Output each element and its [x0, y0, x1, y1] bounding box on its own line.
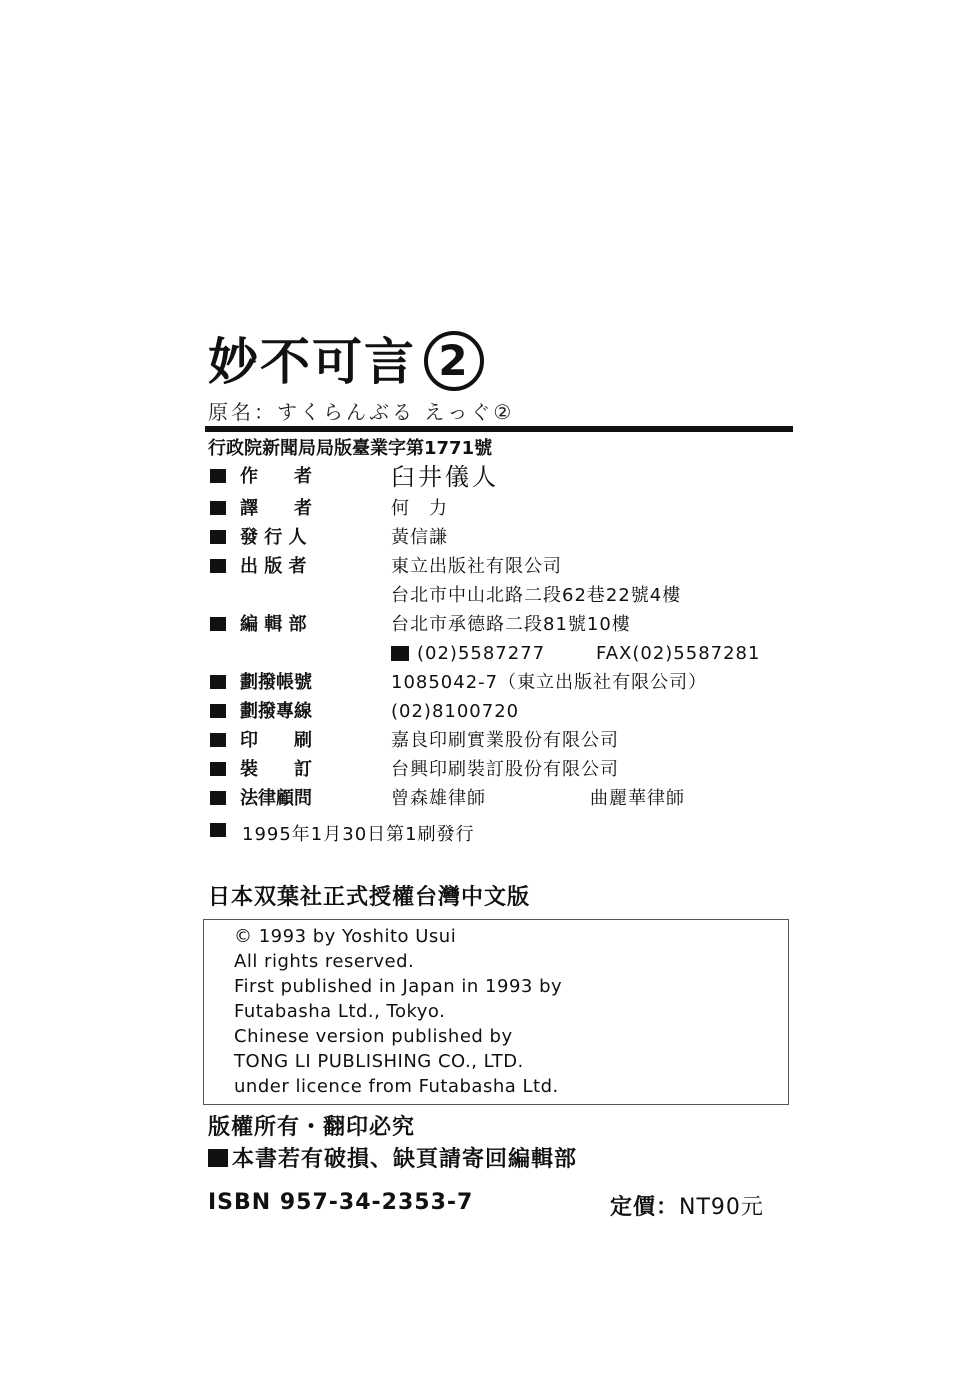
square-bullet-icon: [210, 501, 226, 515]
square-bullet-icon: [210, 469, 226, 483]
credit-label: 編 輯 部: [240, 614, 307, 635]
credit-row-postal-line: [208, 699, 798, 728]
phone-number: [391, 641, 545, 667]
credit-value: 台北市中山北路二段62巷22號4樓: [391, 585, 682, 606]
credit-label: 劃撥專線: [240, 701, 312, 722]
credit-label: 作 者: [240, 466, 312, 487]
credit-value: 臼井儀人: [391, 463, 499, 491]
credit-label: 出 版 者: [240, 556, 307, 577]
credit-label: 裝 訂: [240, 759, 312, 780]
copyright-line: First published in Japan in 1993 by: [234, 976, 563, 997]
authorization-statement: 日本双葉社正式授權台灣中文版: [208, 885, 531, 910]
copyright-line: TONG LI PUBLISHING CO., LTD.: [234, 1051, 524, 1072]
credit-row-publisher: [208, 554, 798, 583]
square-bullet-icon: [210, 823, 226, 837]
copyright-line: © 1993 by Yoshito Usui: [234, 926, 457, 947]
credit-label: 法律顧問: [240, 788, 312, 809]
registration-number: 行政院新聞局局版臺業字第1771號: [208, 438, 493, 459]
price-value: NT90元: [679, 1195, 764, 1220]
square-bullet-icon: [210, 559, 226, 573]
damage-notice-text: 本書若有破損、缺頁請寄回編輯部: [232, 1147, 578, 1172]
edition-date: 1995年1月30日第1刷發行: [242, 824, 475, 845]
copyright-line: under licence from Futabasha Ltd.: [234, 1076, 559, 1097]
price: [610, 1190, 764, 1221]
copyright-line: Futabasha Ltd., Tokyo.: [234, 1001, 446, 1022]
price-label: 定價：: [610, 1195, 680, 1220]
book-title: [208, 330, 484, 394]
damage-notice: [208, 1142, 577, 1173]
square-bullet-icon: [210, 617, 226, 631]
credit-row-binding: [208, 757, 798, 786]
credit-value-secondary: 曲麗華律師: [590, 788, 685, 809]
credit-row-legal: [208, 786, 798, 815]
copyright-line: Chinese version published by: [234, 1026, 513, 1047]
credit-value: 何 力: [391, 498, 448, 519]
credit-row-publisher-address: [208, 583, 798, 612]
credit-value: 曾森雄律師: [391, 788, 486, 809]
original-title: 原名：すくらんぶる えっぐ②: [208, 400, 515, 424]
square-bullet-icon: [210, 675, 226, 689]
credit-value: 東立出版社有限公司: [391, 556, 562, 577]
credit-value: 黃信謙: [391, 527, 448, 548]
credit-value: 台興印刷裝訂股份有限公司: [391, 759, 619, 780]
square-bullet-icon: [210, 791, 226, 805]
rights-notice: 版權所有・翻印必究: [208, 1115, 416, 1140]
credit-label: 劃撥帳號: [240, 672, 312, 693]
credit-value: 台北市承德路二段81號10樓: [391, 614, 631, 635]
header-divider: [205, 426, 793, 432]
credit-label: 發 行 人: [240, 527, 307, 548]
credit-label: 印 刷: [240, 730, 312, 751]
volume-number-badge: 2: [424, 331, 484, 391]
square-bullet-icon: [210, 704, 226, 718]
phone-number-text: (02)5587277: [417, 643, 546, 664]
fax-number: FAX(02)5587281: [596, 643, 761, 664]
credit-value: 1085042-7（東立出版社有限公司）: [391, 672, 708, 693]
square-bullet-icon: [210, 530, 226, 544]
isbn: ISBN 957-34-2353-7: [208, 1190, 474, 1215]
credit-row-publisher-person: [208, 525, 798, 554]
credit-row-translator: [208, 496, 798, 525]
credit-row-postal-account: [208, 670, 798, 699]
book-title-text: 妙不可言: [208, 333, 416, 391]
copyright-box: [203, 919, 789, 1105]
square-bullet-icon: [210, 762, 226, 776]
credit-value: (02)8100720: [391, 701, 520, 722]
credit-row-editorial: [208, 612, 798, 641]
credit-row-contact: [208, 641, 798, 670]
credit-value: 嘉良印刷實業股份有限公司: [391, 730, 619, 751]
square-bullet-icon: [208, 1149, 228, 1167]
phone-icon: [391, 646, 409, 661]
credit-row-author: [208, 464, 798, 493]
credit-label: 譯 者: [240, 498, 312, 519]
copyright-line: All rights reserved.: [234, 951, 415, 972]
square-bullet-icon: [210, 733, 226, 747]
credit-row-printing: [208, 728, 798, 757]
